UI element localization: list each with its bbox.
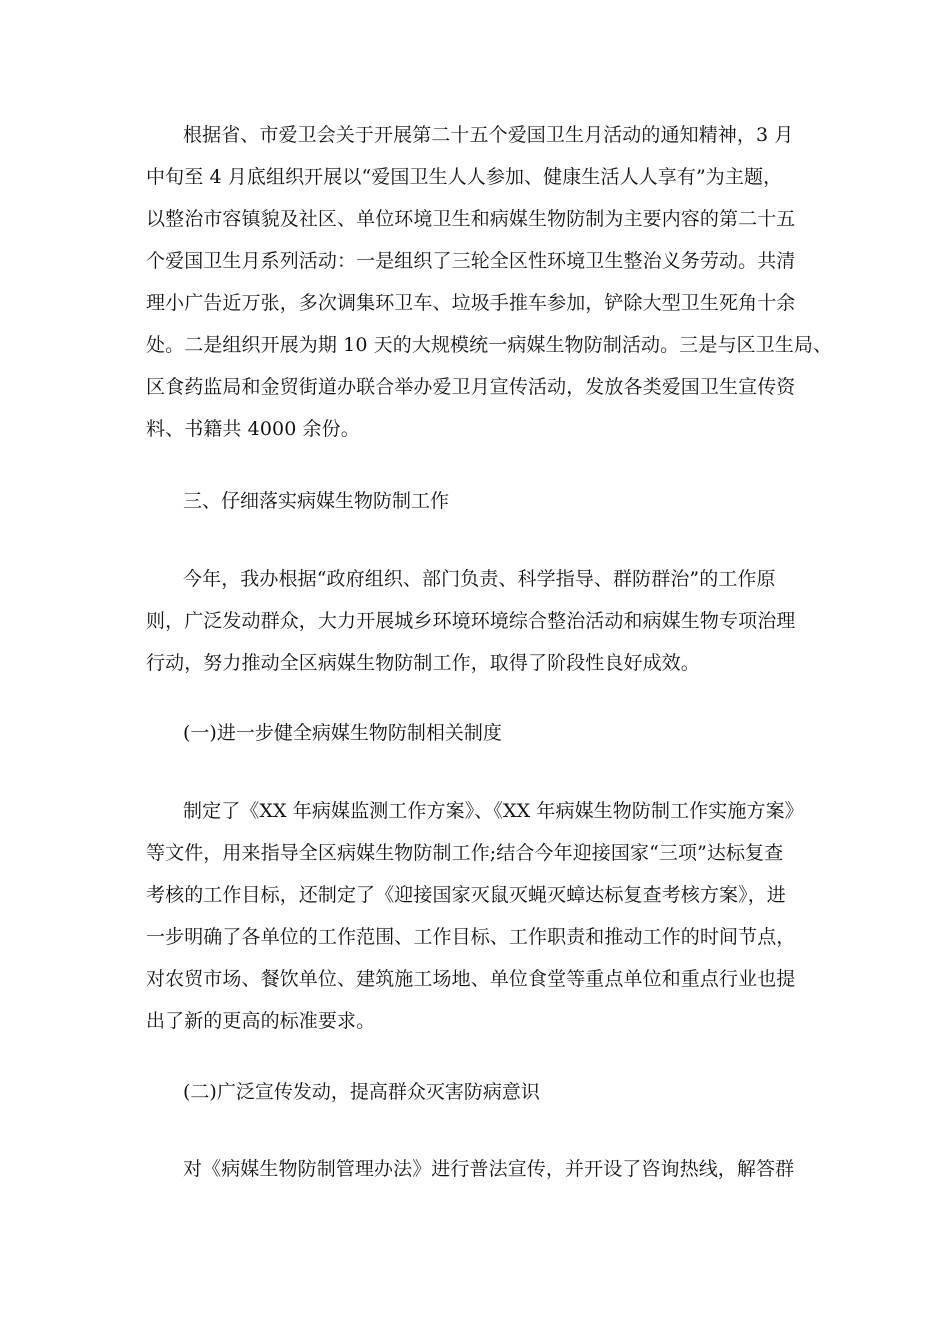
paragraph-line: 考核的工作目标，还制定了《迎接国家灭鼠灭蝇灭蟑达标复查考核方案》，进 [146, 884, 786, 906]
paragraph-line: 个爱国卫生月系列活动：一是组织了三轮全区性环境卫生整治义务劳动。共清 [146, 250, 796, 272]
paragraph-line: 以整治市容镇貌及社区、单位环境卫生和病媒生物防制为主要内容的第二十五 [146, 208, 796, 230]
subheading-1: (一)进一步健全病媒生物防制相关制度 [183, 722, 502, 744]
paragraph-line: 区食药监局和金贸街道办联合举办爱卫月宣传活动，发放各类爱国卫生宣传资 [146, 376, 796, 398]
paragraph-line: 则，广泛发动群众，大力开展城乡环境环境综合整治活动和病媒生物专项治理 [146, 610, 796, 632]
paragraph-line: 对《病媒生物防制管理办法》进行普法宣传，并开设了咨询热线，解答群 [183, 1158, 795, 1180]
paragraph-line: 处。二是组织开展为期 10 天的大规模统一病媒生物防制活动。三是与区卫生局、 [146, 334, 833, 356]
paragraph-line: 根据省、市爱卫会关于开展第二十五个爱国卫生月活动的通知精神，3 月 [183, 124, 794, 146]
paragraph-line: 对农贸市场、餐饮单位、建筑施工场地、单位食堂等重点单位和重点行业也提 [146, 968, 796, 990]
paragraph-line: 制定了《XX 年病媒监测工作方案》、《XX 年病媒生物防制工作实施方案》 [183, 800, 804, 822]
section-heading-3: 三、仔细落实病媒生物防制工作 [183, 490, 450, 512]
paragraph-line: 出了新的更高的标准要求。 [146, 1010, 376, 1032]
paragraph-publicity [146, 1148, 811, 1190]
paragraph-regulations [146, 790, 811, 1042]
paragraph-line: 今年，我办根据“政府组织、部门负责、科学指导、群防群治”的工作原 [183, 568, 776, 590]
subheading-2: (二)广泛宣传发动，提高群众灭害防病意识 [183, 1081, 540, 1103]
paragraph-line: 行动，努力推动全区病媒生物防制工作，取得了阶段性良好成效。 [146, 652, 700, 674]
paragraph-line: 一步明确了各单位的工作范围、工作目标、工作职责和推动工作的时间节点， [146, 926, 796, 948]
paragraph-vector-control-intro [146, 558, 811, 684]
paragraph-line: 等文件，用来指导全区病媒生物防制工作;结合今年迎接国家“三项”达标复查 [146, 842, 784, 864]
paragraph-line: 中旬至 4 月底组织开展以“爱国卫生人人参加、健康生活人人享有”为主题， [146, 166, 783, 188]
paragraph-line: 理小广告近万张，多次调集环卫车、垃圾手推车参加，铲除大型卫生死角十余 [146, 292, 796, 314]
paragraph-line: 料、书籍共 4000 余份。 [146, 418, 360, 440]
paragraph-patriotic-health-month [146, 114, 833, 450]
